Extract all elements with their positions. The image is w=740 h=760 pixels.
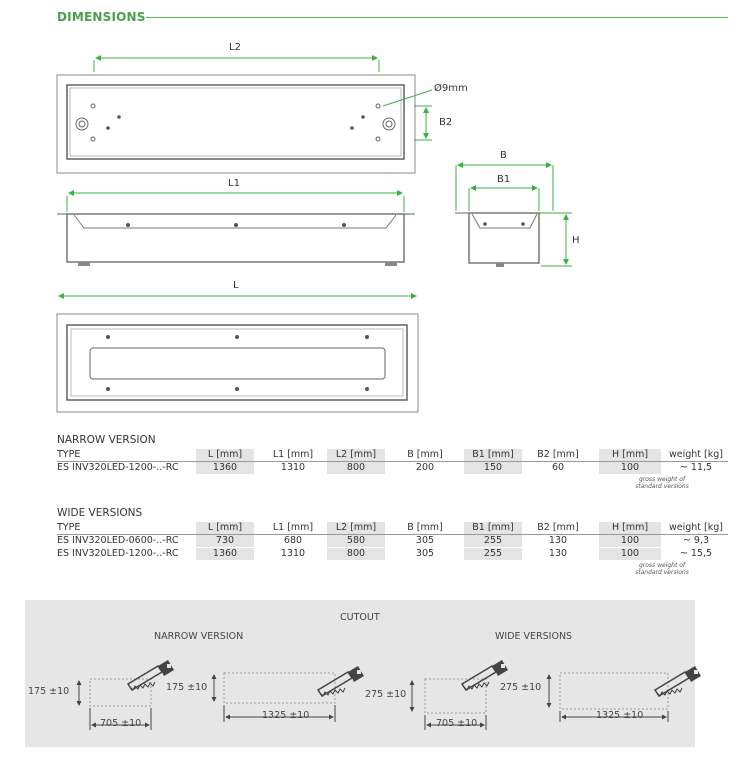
- wide-col-header: L1 [mm]: [272, 522, 314, 533]
- narrow-table-cell: ~ 11,5: [679, 462, 713, 473]
- wide-table-cell: 130: [548, 535, 568, 546]
- label-l1: L1: [228, 178, 240, 189]
- narrow-col-header: L1 [mm]: [272, 449, 314, 460]
- wide-col-header: B [mm]: [407, 522, 443, 533]
- note-line: standard versions: [635, 483, 689, 490]
- wide-table-cell: 800: [327, 548, 385, 560]
- cutout-title: CUTOUT: [340, 612, 380, 623]
- narrow-weight-note: [627, 476, 697, 490]
- narrow-table-title: NARROW VERSION: [57, 434, 156, 446]
- cutout-wide-long-height: 275 ±10: [500, 682, 542, 693]
- narrow-table-cell: 1360: [196, 462, 254, 474]
- cutout-wide-short-width: 705 ±10: [436, 718, 478, 729]
- wide-table-cell: 1360: [196, 548, 254, 560]
- narrow-table-cell: 100: [599, 462, 661, 474]
- note-line: gross weight of: [638, 562, 686, 569]
- wide-col-header: L [mm]: [196, 522, 254, 534]
- wide-col-header: TYPE: [57, 522, 81, 533]
- narrow-col-header: H [mm]: [599, 449, 661, 461]
- label-hole-diameter: Ø9mm: [434, 83, 468, 94]
- wide-table-cell: 100: [599, 535, 661, 547]
- narrow-col-header: B2 [mm]: [537, 449, 579, 460]
- wide-col-header: H [mm]: [599, 522, 661, 534]
- wide-table-cell: 255: [464, 548, 522, 560]
- note-line: gross weight of: [638, 476, 686, 483]
- narrow-table-cell: ES INV320LED-1200-..-RC: [57, 462, 179, 473]
- wide-weight-note: [627, 562, 697, 576]
- wide-table-cell: ~ 9,3: [682, 535, 710, 546]
- narrow-col-header: weight [kg]: [669, 449, 723, 460]
- wide-table-cell: ~ 15,5: [679, 548, 713, 559]
- narrow-table-cell: 800: [327, 462, 385, 474]
- label-h: H: [572, 235, 580, 246]
- wide-table-cell: 130: [548, 548, 568, 559]
- wide-table-cell: ES INV320LED-0600-..-RC: [57, 535, 179, 546]
- wide-table-cell: 255: [464, 535, 522, 547]
- narrow-table-cell: 1310: [280, 462, 306, 473]
- narrow-table-cell: 60: [551, 462, 565, 473]
- wide-table-cell: 305: [415, 548, 435, 559]
- label-b2: B2: [439, 117, 453, 128]
- narrow-col-header: B1 [mm]: [464, 449, 522, 461]
- narrow-col-header: L2 [mm]: [327, 449, 385, 461]
- cutout-narrow-title: NARROW VERSION: [154, 631, 244, 642]
- cutout-narrow-long-width: 1325 ±10: [262, 710, 310, 721]
- wide-col-header: L2 [mm]: [327, 522, 385, 534]
- wide-table-cell: 1310: [280, 548, 306, 559]
- wide-table-cell: ES INV320LED-1200-..-RC: [57, 548, 179, 559]
- label-b: B: [500, 150, 507, 161]
- wide-table-cell: 305: [415, 535, 435, 546]
- narrow-table-cell: 150: [464, 462, 522, 474]
- narrow-table-cell: 200: [415, 462, 435, 473]
- label-l: L: [233, 280, 239, 291]
- cutout-wide-title: WIDE VERSIONS: [495, 631, 573, 642]
- narrow-col-header: L [mm]: [196, 449, 254, 461]
- cutout-narrow-long-height: 175 ±10: [166, 682, 208, 693]
- wide-col-header: weight [kg]: [669, 522, 723, 533]
- cutout-wide-long-width: 1325 ±10: [596, 710, 644, 721]
- cutout-narrow-short-width: 705 ±10: [100, 718, 142, 729]
- wide-table-cell: 100: [599, 548, 661, 560]
- cutout-wide-short-height: 275 ±10: [365, 689, 407, 700]
- section-title: DIMENSIONS: [57, 10, 146, 24]
- wide-table-cell: 680: [283, 535, 303, 546]
- narrow-col-header: TYPE: [57, 449, 81, 460]
- narrow-col-header: B [mm]: [407, 449, 443, 460]
- cutout-narrow-short-height: 175 ±10: [28, 686, 70, 697]
- label-l2: L2: [229, 42, 241, 53]
- wide-table-cell: 580: [327, 535, 385, 547]
- wide-col-header: B1 [mm]: [464, 522, 522, 534]
- wide-table-cell: 730: [196, 535, 254, 547]
- label-b1: B1: [497, 174, 511, 185]
- note-line: standard versions: [635, 569, 689, 576]
- wide-table-title: WIDE VERSIONS: [57, 507, 143, 519]
- wide-col-header: B2 [mm]: [537, 522, 579, 533]
